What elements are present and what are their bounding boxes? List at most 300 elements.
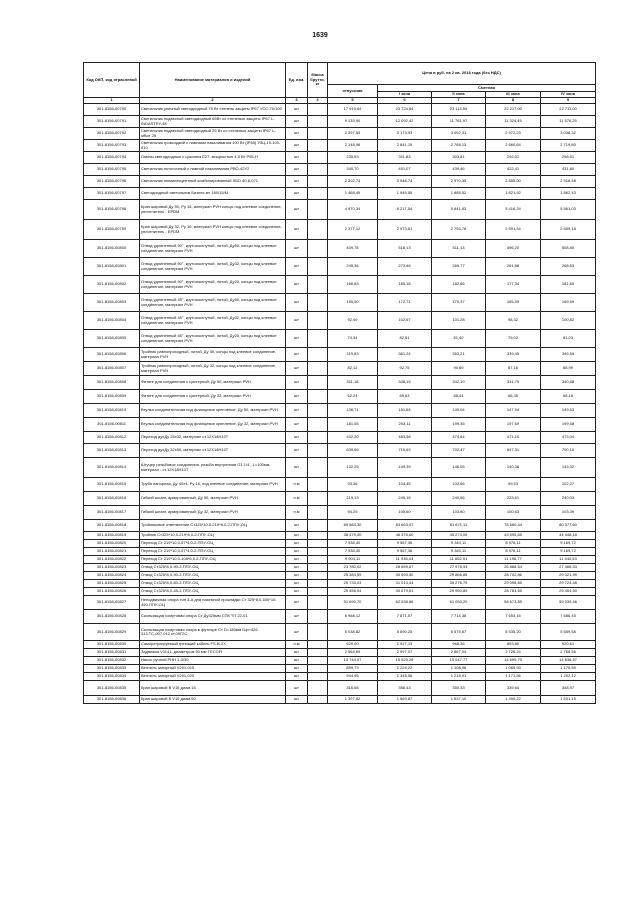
price-zone-4: 102,27 [541, 478, 596, 492]
item-name: Переход Ст 219*10,0-57*4,0-2-ППУ-ОЦ [140, 548, 286, 556]
price-zone-4: 1 862,43 [541, 188, 596, 200]
item-mass [308, 588, 328, 596]
item-code: 301-8156-00820 [84, 540, 140, 548]
item-mass [308, 564, 328, 572]
price-zone-2: 15 047,77 [432, 657, 486, 665]
item-code: 301-8156-00831 [84, 649, 140, 657]
item-name: Фитинг для соединения с цистерной, Ду 32, материал PVH [140, 390, 286, 404]
price-zone-4: 2 768,56 [541, 649, 596, 657]
price-zone-4: 7 686,45 [541, 610, 596, 624]
item-unit: шт [286, 348, 308, 362]
item-unit: шт [286, 312, 308, 330]
item-unit: шт [286, 220, 308, 240]
table-row [84, 104, 596, 116]
price-otpusk: 219,13 [328, 492, 378, 506]
table-row [84, 641, 596, 649]
item-unit: шт [286, 696, 308, 704]
price-otpusk: 132,25 [328, 458, 378, 478]
item-mass [308, 104, 328, 116]
item-mass [308, 572, 328, 580]
price-zone-4: 29 404,50 [541, 588, 596, 596]
price-zone-2: 5 841,53 [432, 200, 486, 220]
price-zone-3: 28 783,65 [486, 588, 541, 596]
item-code: 301-8156-00811 [84, 418, 140, 432]
item-unit: шт [286, 276, 308, 294]
item-code: 301-8156-00822 [84, 556, 140, 564]
price-zone-2: 149,04 [432, 404, 486, 418]
item-code: 301-8156-00794 [84, 152, 140, 164]
price-zone-4: 88,99 [541, 362, 596, 376]
table-row [84, 673, 596, 681]
item-mass [308, 376, 328, 390]
column-number: 1 [84, 98, 140, 104]
price-zone-4: 240,03 [541, 492, 596, 506]
price-zone-1: 31 013,44 [378, 580, 432, 588]
price-otpusk: 69 584,30 [328, 520, 378, 532]
price-zone-2: 102,66 [432, 478, 486, 492]
item-mass [308, 520, 328, 532]
item-mass [308, 681, 328, 696]
price-zone-2: 9 340,11 [432, 548, 486, 556]
item-mass [308, 348, 328, 362]
table-row [84, 432, 596, 444]
price-zone-4: 22 711,00 [541, 104, 596, 116]
price-zone-2: 199,35 [432, 418, 486, 432]
price-otpusk: 7 938,40 [328, 548, 378, 556]
price-zone-1: 9 567,36 [378, 548, 432, 556]
item-unit: шт [286, 128, 308, 140]
price-zone-2: 81,40 [432, 330, 486, 348]
price-otpusk: 155,50 [328, 294, 378, 312]
table-row [84, 348, 596, 362]
item-code: 301-8156-00835 [84, 681, 140, 696]
table-row [84, 649, 596, 657]
item-unit: шт [286, 520, 308, 532]
price-zone-2: 7 714,38 [432, 610, 486, 624]
item-name: Штуцер резьбовое соединения, резьба внутренняя G1 1/4 , L=100мм, материал - ст.12X18H10T [140, 458, 286, 478]
price-zone-1: 7 871,57 [378, 610, 432, 624]
item-code: 301-8156-00833 [84, 665, 140, 673]
item-unit: шт [286, 140, 308, 152]
price-zone-4: 149,53 [541, 404, 596, 418]
price-zone-1: 5 690,25 [378, 624, 432, 641]
price-otpusk: 23 780,02 [328, 564, 378, 572]
price-zone-1: 361,24 [378, 348, 432, 362]
header-otpusk: отпускная [328, 85, 378, 98]
item-unit: шт [286, 152, 308, 164]
table-row [84, 696, 596, 704]
item-mass [308, 276, 328, 294]
price-zone-4: 59 939,46 [541, 596, 596, 610]
price-zone-1: 3 048,74 [378, 176, 432, 188]
table-row [84, 572, 596, 580]
price-zone-1: 1 345,58 [378, 673, 432, 681]
table-row [84, 258, 596, 276]
price-zone-3: 471,15 [486, 432, 541, 444]
table-row [84, 665, 596, 673]
item-code: 301-8156-00790 [84, 104, 140, 116]
table-row [84, 520, 596, 532]
item-name: Тройник равнопроходный, литой, Ду 32, концы под клеевое соединение, материал PVH [140, 362, 286, 376]
item-name: Лампы светодиодные с цоколем Е27, мощностью 4,5 Вт P55-H [140, 152, 286, 164]
item-unit: шт [286, 418, 308, 432]
price-zone-1: 518,13 [378, 240, 432, 258]
item-mass [308, 580, 328, 588]
item-name: Отвод удлиненный 45°, крутоизогнутый, литой, Ду50, концы под клеевое соединение, материал PVH [140, 294, 286, 312]
price-zone-1: 104,45 [378, 478, 432, 492]
column-number: 2 [140, 98, 286, 104]
item-name: Скользящая хомутовая опора в футляре Ст D=180мм Dф=426 313.ТС-007.012 ст.09Г2С [140, 624, 286, 641]
item-mass [308, 532, 328, 540]
price-zone-3: 28 702,86 [486, 572, 541, 580]
header-price-title: Цена в руб. на 2 кв. 2018 года (без НДС) [328, 63, 596, 85]
price-zone-3: 261,88 [486, 258, 541, 276]
table-row [84, 404, 596, 418]
table-row [84, 492, 596, 506]
price-zone-1: 12 092,42 [378, 116, 432, 128]
item-mass [308, 673, 328, 681]
price-zone-4: 473,04 [541, 432, 596, 444]
price-otpusk: 2 397,53 [328, 128, 378, 140]
price-otpusk: 92,49 [328, 312, 378, 330]
header-zone: I зона [378, 92, 432, 98]
price-zone-4: 80 377,60 [541, 520, 596, 532]
item-unit: шт [286, 376, 308, 390]
item-code: 301-8156-00795 [84, 164, 140, 176]
item-mass [308, 506, 328, 520]
price-zone-4: 44 448,18 [541, 532, 596, 540]
column-number: 8 [486, 98, 541, 104]
price-zone-1: 62 538,86 [378, 596, 432, 610]
item-code: 301-8156-00808 [84, 376, 140, 390]
table-row [84, 220, 596, 240]
price-otpusk: 9 904,11 [328, 556, 378, 564]
price-zone-1: 15 525,26 [378, 657, 432, 665]
price-zone-2: 9 340,11 [432, 540, 486, 548]
header-mass: Масса брутто, кг [308, 63, 328, 98]
table-row [84, 657, 596, 665]
price-zone-4: 508,80 [541, 240, 596, 258]
item-code: 301-8156-00816 [84, 492, 140, 506]
item-unit: шт [286, 673, 308, 681]
item-unit: шт [286, 188, 308, 200]
item-name: Втулка соединительная под фланцевое крепление, Ду 32, материал PVH [140, 418, 286, 432]
item-name: Кран шаровой Ду 32, Ру 16, материал PVH концы под клеевое соединение, уплотнитель - EPDM [140, 220, 286, 240]
item-name: Отвод Ст325*8,0-90-2-ППУ-ОЦ [140, 572, 286, 580]
price-zone-4: 431,80 [541, 164, 596, 176]
price-zone-4: 298,51 [541, 152, 596, 164]
price-zone-4: 268,53 [541, 258, 596, 276]
price-zone-1: 151,64 [378, 404, 432, 418]
item-code: 301-8156-00792 [84, 128, 140, 140]
price-zone-2: 2 970,35 [432, 176, 486, 188]
price-otpusk: 94,29 [328, 506, 378, 520]
price-zone-1: 2 973,61 [378, 220, 432, 240]
price-zone-2: 2 768,13 [432, 140, 486, 152]
price-zone-1: 102,67 [378, 312, 432, 330]
price-zone-4: 181,85 [541, 276, 596, 294]
item-code: 301-8156-00828 [84, 610, 140, 624]
item-mass [308, 624, 328, 641]
table-row [84, 610, 596, 624]
price-zone-4: 2 659,18 [541, 220, 596, 240]
item-code: 301-8156-00821 [84, 548, 140, 556]
item-unit: шт [286, 572, 308, 580]
item-mass [308, 258, 328, 276]
item-code: 301-8156-00809 [84, 390, 140, 404]
price-zone-3: 26 888,54 [486, 564, 541, 572]
table-row [84, 294, 596, 312]
price-zone-4: 68,18 [541, 390, 596, 404]
price-zone-2: 27 978,93 [432, 564, 486, 572]
price-zone-3: 66,35 [486, 390, 541, 404]
price-zone-1: 11 936,43 [378, 556, 432, 564]
item-code: 301-8156-00804 [84, 312, 140, 330]
price-zone-4: 29 321,99 [541, 572, 596, 580]
item-name: Скользящая хомутовая опора Ст Ду325мм СПК ТП 22-01 [140, 610, 286, 624]
price-zone-3: 99,53 [486, 478, 541, 492]
price-zone-4: 1 292,12 [541, 673, 596, 681]
table-row [84, 444, 596, 458]
item-name: Насос ручной РНН 1-3/30 [140, 657, 286, 665]
price-zone-2: 182,66 [432, 276, 486, 294]
price-zone-4: 14 836,57 [541, 657, 596, 665]
item-name: Отвод Ст325*8,0-90-2-ППУ-ОЦ [140, 564, 286, 572]
price-zone-3: 339,64 [486, 681, 541, 696]
item-mass [308, 492, 328, 506]
price-otpusk: 620,00 [328, 641, 378, 649]
price-otpusk: 93,36 [328, 478, 378, 492]
item-code: 301-8156-00793 [84, 140, 140, 152]
table-row [84, 240, 596, 258]
item-code: 301-8156-00814 [84, 458, 140, 478]
item-name: Неподвижная опора тип 3-А для наземной прокладки Ст 325*8,0-530*10-450-ППУ-ОЦ [140, 596, 286, 610]
price-zone-2: 439,46 [432, 164, 486, 176]
item-name: Фитинг для соединения с цистерной, Ду 50, материал PVH [140, 376, 286, 390]
table-row [84, 164, 596, 176]
price-zone-1: 185,18 [378, 276, 432, 294]
price-zone-3: 58 673,85 [486, 596, 541, 610]
item-mass [308, 152, 328, 164]
price-otpusk: 1 468,49 [328, 188, 378, 200]
item-name: Кран шаровой В V16 диам.15 [140, 681, 286, 696]
price-zone-2: 511,13 [432, 240, 486, 258]
item-code: 301-8156-00810 [84, 404, 140, 418]
item-unit: шт [286, 624, 308, 641]
price-otpusk: 859,73 [328, 665, 378, 673]
item-code: 301-8156-00799 [84, 220, 140, 240]
item-unit: шт [286, 294, 308, 312]
price-zone-2: 240,96 [432, 492, 486, 506]
header-smetnaya: Сметная [378, 85, 596, 92]
item-mass [308, 404, 328, 418]
item-unit: шт [286, 548, 308, 556]
price-zone-4: 348,97 [541, 681, 596, 696]
price-zone-3: 22 217,00 [486, 104, 541, 116]
item-name: Переход Ст 219*10,0-108*6,0-2-ППУ-ОЦ [140, 556, 286, 564]
table-row [84, 580, 596, 588]
item-mass [308, 390, 328, 404]
price-otpusk: 25 456,04 [328, 588, 378, 596]
item-code: 301-8156-00832 [84, 657, 140, 665]
item-mass [308, 641, 328, 649]
price-zone-1: 105,60 [378, 506, 432, 520]
item-mass [308, 657, 328, 665]
item-unit: шт [286, 540, 308, 548]
price-otpusk: 4 970,34 [328, 200, 378, 220]
item-code: 301-8156-00834 [84, 673, 140, 681]
item-unit: шт [286, 390, 308, 404]
item-name: Светильник громоздкий с лампами накаливания 100 Вт (IP65) УЗЦ-19-100-010 [140, 140, 286, 152]
price-otpusk: 136,71 [328, 404, 378, 418]
table-row [84, 506, 596, 520]
table-row [84, 362, 596, 376]
price-zone-4: 9 169,72 [541, 540, 596, 548]
price-zone-1: 715,69 [378, 444, 432, 458]
price-otpusk: 340,70 [328, 164, 378, 176]
price-otpusk: 245,36 [328, 258, 378, 276]
price-otpusk: 51 690,70 [328, 596, 378, 610]
item-mass [308, 696, 328, 704]
item-mass [308, 164, 328, 176]
item-code: 301-8156-00829 [84, 624, 140, 641]
price-otpusk: 166,83 [328, 276, 378, 294]
price-zone-2: 269,77 [432, 258, 486, 276]
price-zone-1: 1 027,13 [378, 641, 432, 649]
item-unit: шт [286, 330, 308, 348]
price-zone-2: 170,37 [432, 294, 486, 312]
item-code: 301-8156-00796 [84, 176, 140, 188]
item-unit: п.м [286, 641, 308, 649]
item-code: 301-8156-00836 [84, 696, 140, 704]
item-mass [308, 432, 328, 444]
item-unit: шт [286, 404, 308, 418]
item-mass [308, 240, 328, 258]
price-otpusk: 316,58 [328, 681, 378, 696]
price-zone-3: 140,36 [486, 458, 541, 478]
item-mass [308, 116, 328, 128]
item-unit: п.м [286, 478, 308, 492]
price-zone-1: 311,83 [378, 152, 432, 164]
table-row [84, 176, 596, 188]
table-row [84, 478, 596, 492]
table-row [84, 376, 596, 390]
item-mass [308, 176, 328, 188]
table-row [84, 624, 596, 641]
price-zone-4: 346,59 [541, 348, 596, 362]
price-zone-4: 2 719,80 [541, 140, 596, 152]
price-zone-3: 331,75 [486, 376, 541, 390]
item-mass [308, 418, 328, 432]
price-otpusk: 181,55 [328, 418, 378, 432]
price-otpusk: 1 397,82 [328, 696, 378, 704]
item-unit: шт [286, 610, 308, 624]
price-zone-1: 1 224,22 [378, 665, 432, 673]
item-unit: шт [286, 104, 308, 116]
price-zone-4: 1 175,59 [541, 665, 596, 673]
price-zone-2: 61 053,20 [432, 596, 486, 610]
item-name: Светодиодный светильник Бизнес-вл 160/15/М [140, 188, 286, 200]
price-zone-3: 177,34 [486, 276, 541, 294]
item-unit: шт [286, 657, 308, 665]
item-code: 301-8156-00807 [84, 362, 140, 376]
price-zone-3: 292,01 [486, 152, 541, 164]
price-otpusk: 6 968,12 [328, 610, 378, 624]
price-zone-3: 1 065,93 [486, 665, 541, 673]
price-zone-4: 9 169,72 [541, 548, 596, 556]
price-zone-3: 11 324,45 [486, 116, 541, 128]
item-code: 301-8156-00797 [84, 188, 140, 200]
item-name: Тройник равнопроходный, литой, Ду 50, концы под клеевое соединение, материал PVH [140, 348, 286, 362]
table-row [84, 596, 596, 610]
item-name: Вентиль запорный V201-020 [140, 673, 286, 681]
item-unit: шт [286, 362, 308, 376]
item-code: 301-8156-00819 [84, 532, 140, 540]
item-mass [308, 649, 328, 657]
table-row [84, 116, 596, 128]
item-name: Вентиль запорный V201-015 [140, 665, 286, 673]
price-zone-2: 90,69 [432, 362, 486, 376]
price-zone-3: 165,39 [486, 294, 541, 312]
item-name: Тройниковое ответвление Ст325*10,0-219*8,0-2-ППУ-ОЦ [140, 520, 286, 532]
item-name: Отвод удлиненный 90°, крутоизогнутый, литой, Ду20, концы под клеевое соединение, материал PVH [140, 276, 286, 294]
header-name: Наименование материалов и изделий [140, 63, 286, 98]
item-mass [308, 128, 328, 140]
item-mass [308, 548, 328, 556]
price-otpusk: 311,18 [328, 376, 378, 390]
price-zone-3: 5 535,20 [486, 624, 541, 641]
table-row [84, 548, 596, 556]
price-zone-3: 422,41 [486, 164, 541, 176]
price-zone-2: 45 274,09 [432, 532, 486, 540]
price-zone-1: 30 679,61 [378, 588, 432, 596]
price-zone-2: 81 671,11 [432, 520, 486, 532]
price-zone-3: 8 978,11 [486, 540, 541, 548]
price-zone-1: 28 659,67 [378, 564, 432, 572]
price-zone-1: 82,51 [378, 330, 432, 348]
price-zone-1: 23 724,64 [378, 104, 432, 116]
price-zone-4: 169,59 [541, 294, 596, 312]
table-row [84, 588, 596, 596]
price-zone-2: 29 866,85 [432, 572, 486, 580]
item-name: Отвод удлиненный 90°, крутоизогнутый, литой, Ду32, концы под клеевое соединение, материал PVH [140, 258, 286, 276]
item-unit: п.м [286, 492, 308, 506]
price-otpusk: 2 377,12 [328, 220, 378, 240]
item-code: 301-8156-00817 [84, 506, 140, 520]
item-mass [308, 312, 328, 330]
price-zone-1: 92,75 [378, 362, 432, 376]
price-otpusk: 2 564,69 [328, 649, 378, 657]
price-zone-3: 1 821,92 [486, 188, 541, 200]
price-zone-2: 1 108,96 [432, 665, 486, 673]
item-code: 301-8156-00802 [84, 276, 140, 294]
price-zone-3: 496,20 [486, 240, 541, 258]
price-zone-4: 920,61 [541, 641, 596, 649]
item-unit: шт [286, 164, 308, 176]
price-zone-4: 340,88 [541, 376, 596, 390]
price-zone-1: 1 563,87 [378, 696, 432, 704]
item-name: Задвижка V1141, диаметром 50 мм TECOFI [140, 649, 286, 657]
item-code: 301-8156-00825 [84, 580, 140, 588]
price-zone-3: 100,63 [486, 506, 541, 520]
price-otpusk: 944,95 [328, 673, 378, 681]
item-code: 301-8156-00800 [84, 240, 140, 258]
item-code: 301-8156-00798 [84, 200, 140, 220]
price-zone-2: 146,05 [432, 458, 486, 478]
item-name: Светильник люминесцентный комбинированный ЛБО 40-6-071 [140, 176, 286, 188]
price-zone-1: 46 375,60 [378, 532, 432, 540]
item-code: 301-8156-00803 [84, 294, 140, 312]
